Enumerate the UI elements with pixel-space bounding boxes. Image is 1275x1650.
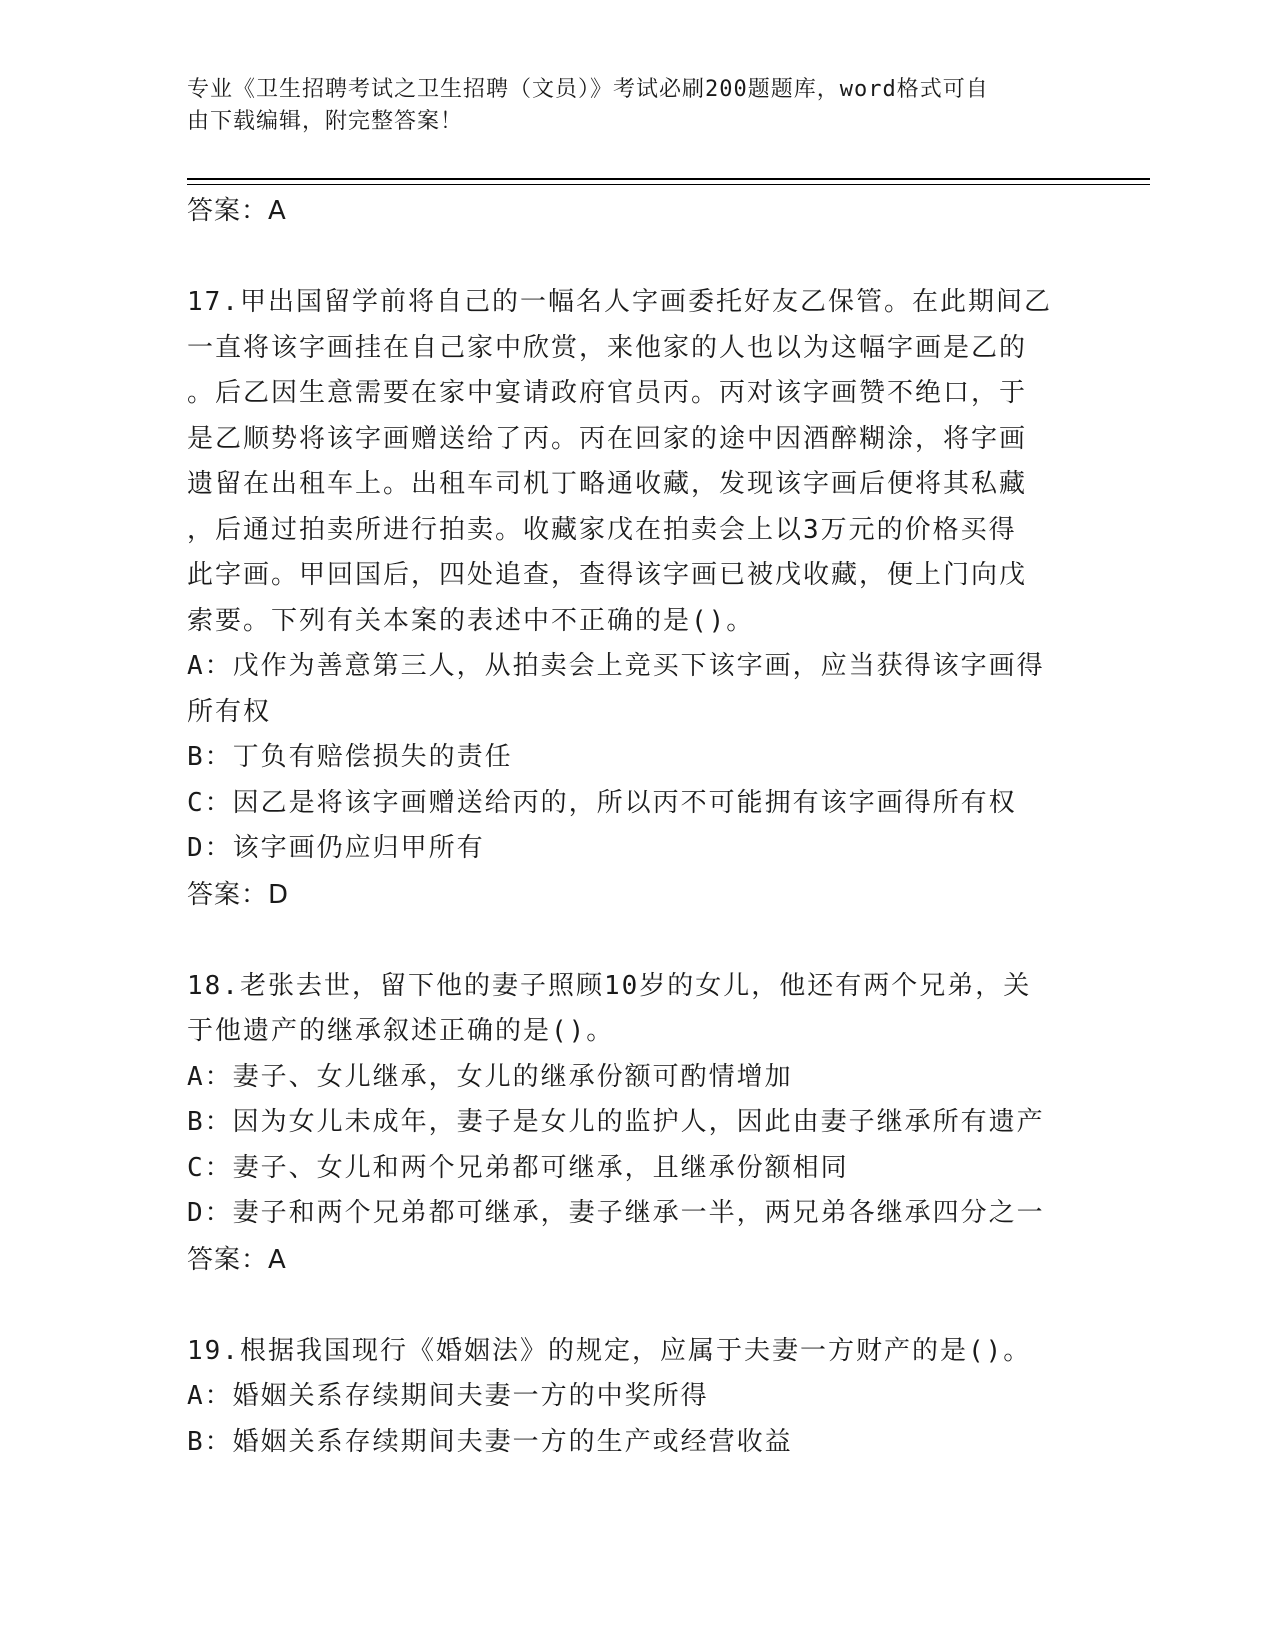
option-d: D：该字画仍应归甲所有 bbox=[187, 833, 485, 863]
option-a-continued: 所有权 bbox=[187, 696, 272, 727]
header-rule-thick bbox=[187, 178, 1150, 180]
question-text-line: 一直将该字画挂在自己家中欣赏，来他家的人也以为这幅字画是乙的 bbox=[187, 332, 1028, 363]
question-text-line: 19.根据我国现行《婚姻法》的规定，应属于夫妻一方财产的是()。 bbox=[187, 1335, 1032, 1366]
answer-line: 答案：A bbox=[187, 1244, 287, 1275]
option-b: B：因为女儿未成年，妻子是女儿的监护人，因此由妻子继承所有遗产 bbox=[187, 1107, 1045, 1137]
option-d: D：妻子和两个兄弟都可继承，妻子继承一半，两兄弟各继承四分之一 bbox=[187, 1198, 1045, 1228]
question-19 bbox=[187, 1329, 1077, 1466]
answer-line: 答案：A bbox=[187, 196, 287, 226]
question-text-line: ，后通过拍卖所进行拍卖。收藏家戊在拍卖会上以3万元的价格买得 bbox=[187, 514, 1017, 545]
question-text-line: 17.甲出国留学前将自己的一幅名人字画委托好友乙保管。在此期间乙 bbox=[187, 287, 1052, 317]
header-line-2: 由下载编辑，附完整答案！ bbox=[187, 109, 464, 134]
option-b: B：丁负有赔偿损失的责任 bbox=[187, 742, 513, 772]
question-text-line: 是乙顺势将该字画赠送给了丙。丙在回家的途中因酒醉糊涂，将字画 bbox=[187, 423, 1028, 454]
question-18 bbox=[187, 964, 1077, 1283]
option-a: A：戊作为善意第三人，从拍卖会上竞买下该字画，应当获得该字画得 bbox=[187, 651, 1045, 681]
option-a: A：妻子、女儿继承，女儿的继承份额可酌情增加 bbox=[187, 1061, 793, 1092]
answer-line: 答案：D bbox=[187, 879, 290, 910]
page-header bbox=[187, 74, 1077, 138]
document-body bbox=[187, 188, 1077, 1465]
option-b: B：婚姻关系存续期间夫妻一方的生产或经营收益 bbox=[187, 1426, 793, 1457]
question-text-line: 此字画。甲回国后，四处追查，查得该字画已被戊收藏，便上门向戊 bbox=[187, 560, 1028, 590]
header-rule-thin bbox=[187, 184, 1150, 185]
question-text-line: 索要。下列有关本案的表述中不正确的是()。 bbox=[187, 605, 755, 636]
question-17 bbox=[187, 280, 1077, 918]
header-line-1: 专业《卫生招聘考试之卫生招聘（文员）》考试必刷200题题库，word格式可自 bbox=[187, 77, 989, 102]
option-a: A：婚姻关系存续期间夫妻一方的中奖所得 bbox=[187, 1381, 709, 1411]
question-text-line: 遗留在出租车上。出租车司机丁略通收藏，发现该字画后便将其私藏 bbox=[187, 469, 1028, 499]
question-text-line: 。后乙因生意需要在家中宴请政府官员丙。丙对该字画赞不绝口，于 bbox=[187, 378, 1028, 408]
question-text-line: 18.老张去世，留下他的妻子照顾10岁的女儿，他还有两个兄弟，关 bbox=[187, 970, 1032, 1001]
option-c: C：因乙是将该字画赠送给丙的，所以丙不可能拥有该字画得所有权 bbox=[187, 787, 1017, 818]
option-c: C：妻子、女儿和两个兄弟都可继承，且继承份额相同 bbox=[187, 1152, 849, 1183]
question-text-line: 于他遗产的继承叙述正确的是()。 bbox=[187, 1016, 615, 1046]
